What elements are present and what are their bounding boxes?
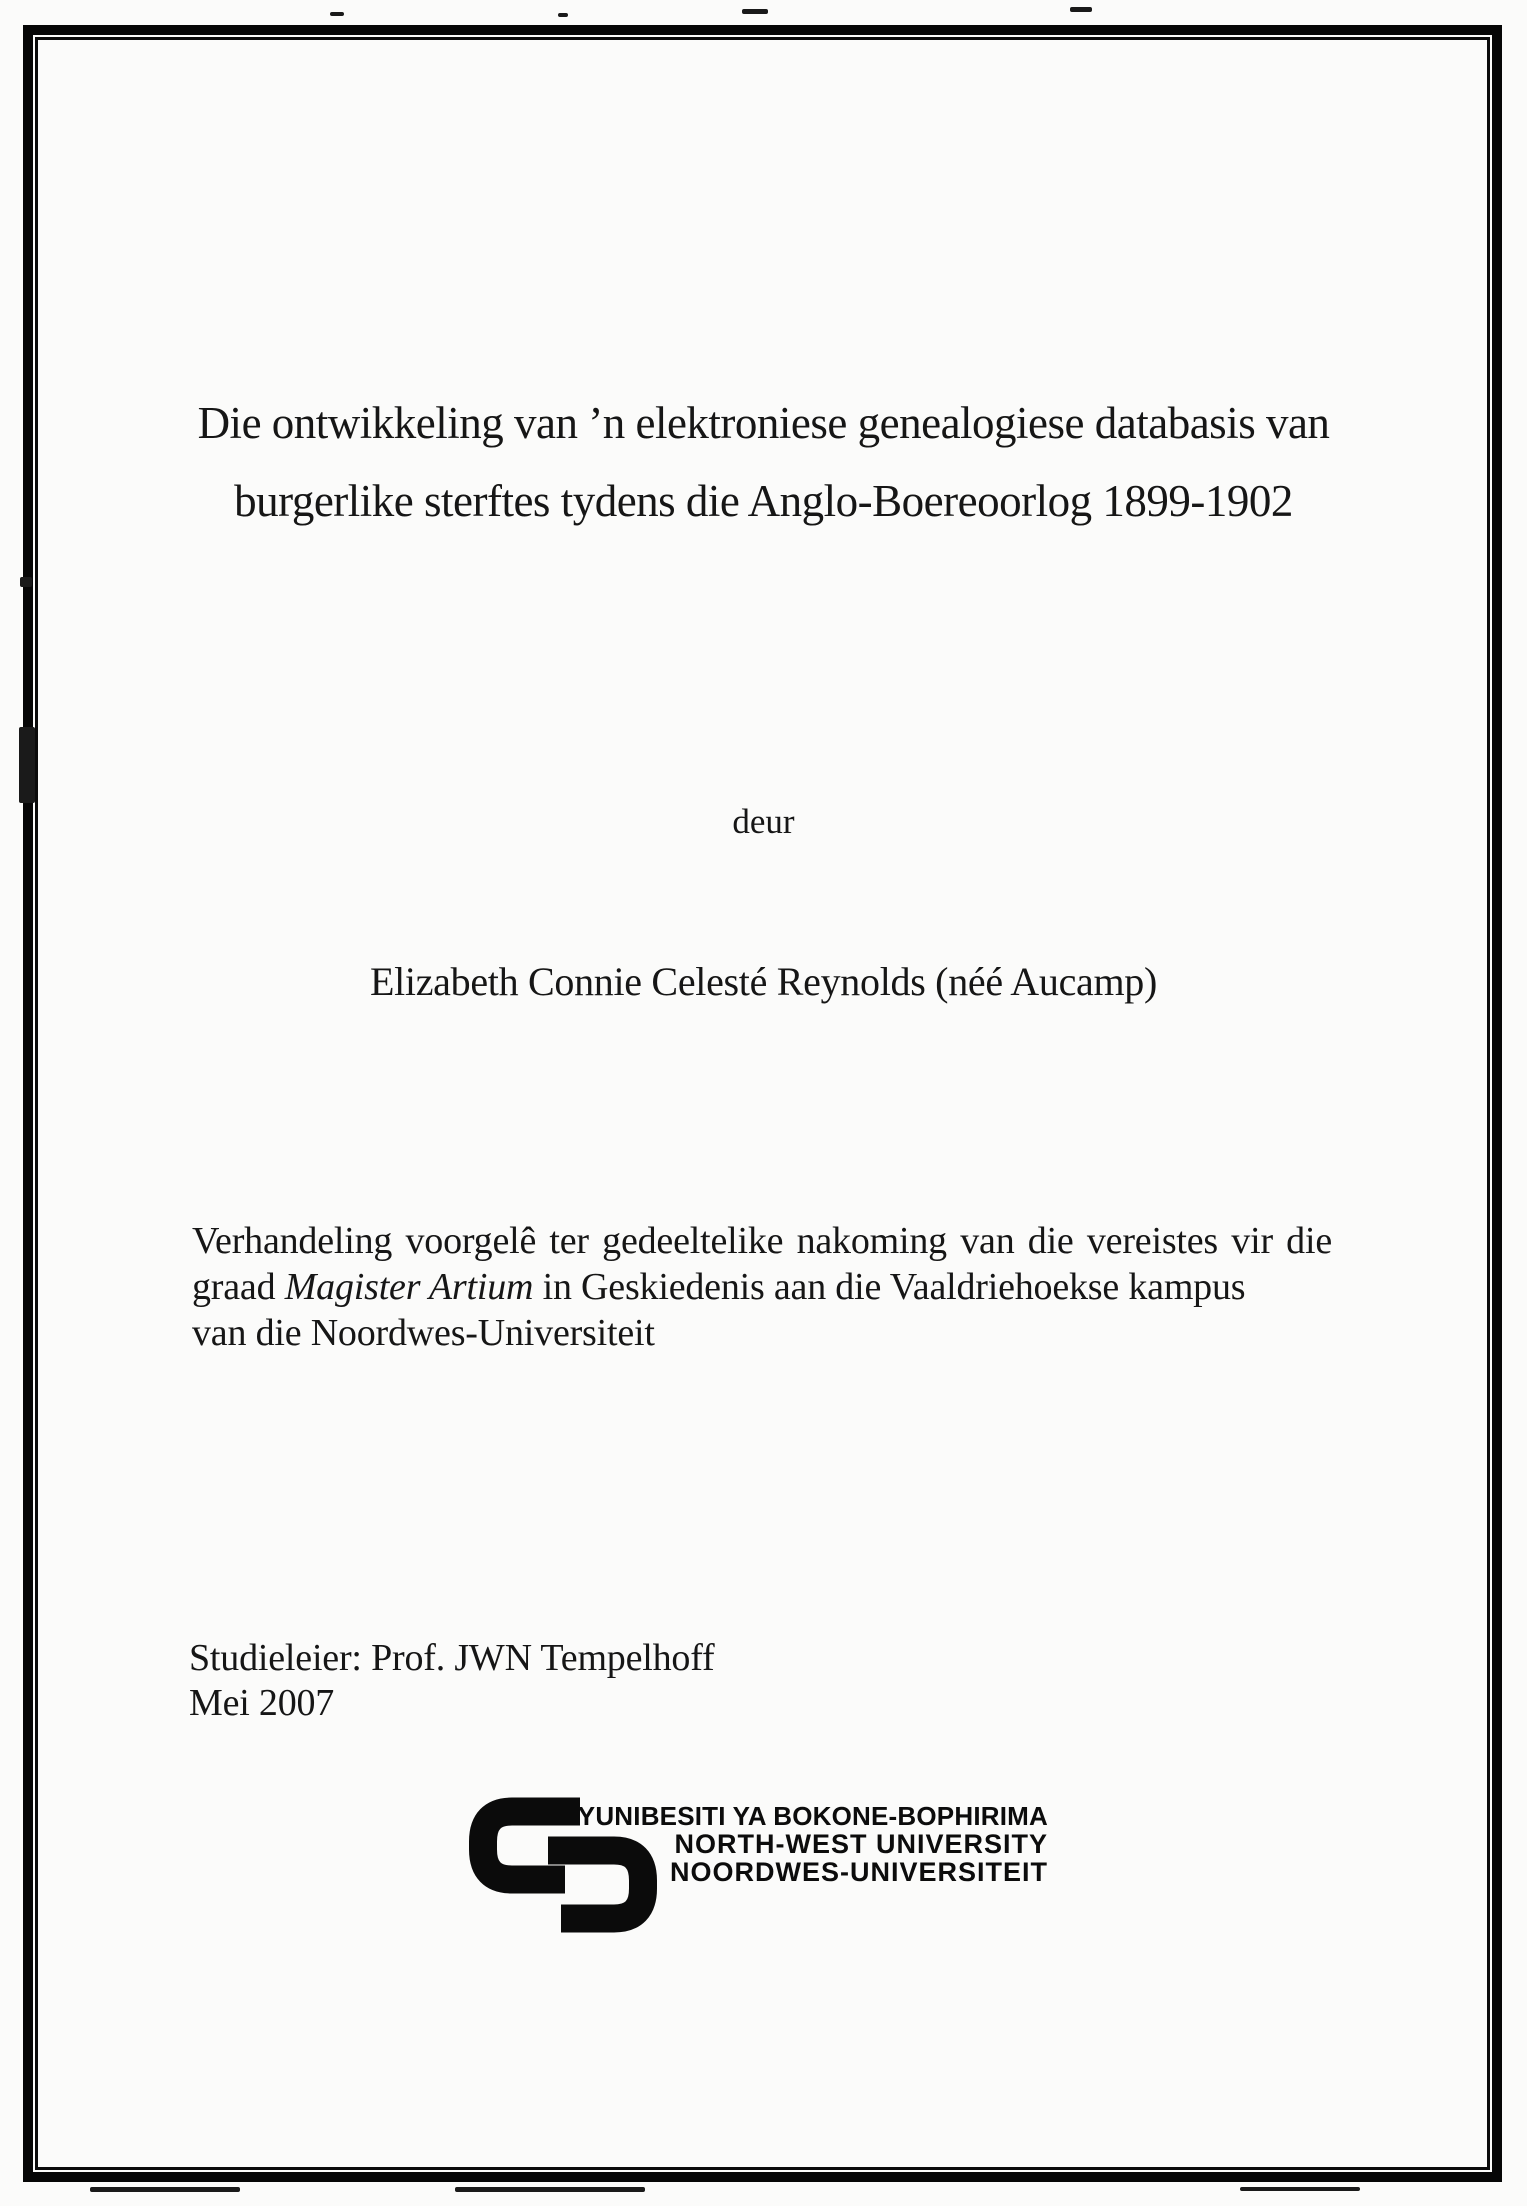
university-name-english: NORTH-WEST UNIVERSITY [674, 1829, 1048, 1859]
degree-name-italic: Magister Artium [284, 1266, 534, 1308]
university-name-setswana: YUNIBESITI YA BOKONE-BOPHIRIMA [577, 1801, 1048, 1831]
thesis-title-line2: burgerlike sterftes tydens die Anglo-Boereoorlog 1899-1902 [234, 476, 1293, 526]
degree-statement-line2 [192, 1264, 1332, 1310]
degree-statement-line2-suffix: in Geskiedenis aan die Vaaldriehoekse kampus [533, 1266, 1246, 1308]
date-line: Mei 2007 [189, 1682, 335, 1724]
scan-artifact [1240, 2187, 1360, 2191]
degree-statement-line1: Verhandeling voorgelê ter gedeeltelike nakoming van die vereistes vir die [192, 1220, 1332, 1262]
author-name: Elizabeth Connie Celesté Reynolds (néé Aucamp) [369, 959, 1158, 1004]
scan-artifact [558, 13, 568, 17]
degree-statement-line3: van die Noordwes-Universiteit [192, 1312, 655, 1354]
scan-artifact [330, 12, 344, 16]
supervisor-line: Studieleier: Prof. JWN Tempelhoff [189, 1637, 715, 1679]
scan-artifact [19, 727, 35, 803]
scan-artifact [742, 9, 768, 14]
scan-artifact [455, 2187, 645, 2192]
supervisor-block [189, 1636, 714, 1726]
degree-statement-line2-prefix: graad [192, 1266, 285, 1308]
byline-word: deur [732, 802, 795, 841]
scan-artifact [90, 2187, 240, 2192]
university-name-afrikaans: NOORDWES-UNIVERSITEIT [669, 1857, 1048, 1887]
thesis-title-line1: Die ontwikkeling van ’n elektroniese genealogiese databasis van [197, 398, 1330, 448]
university-wordmark [578, 1802, 1048, 1886]
scan-artifact [1070, 7, 1092, 12]
scan-artifact [20, 577, 32, 587]
thesis-title [70, 384, 1457, 540]
degree-statement [192, 1218, 1332, 1356]
